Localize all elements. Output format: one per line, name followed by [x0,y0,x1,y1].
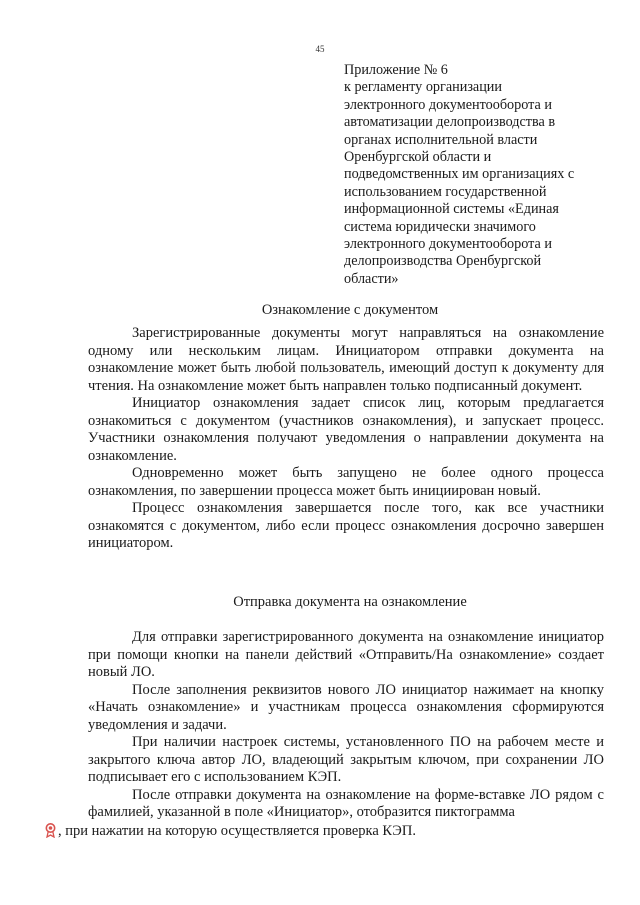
signature-seal-icon [44,822,57,838]
paragraph: При наличии настроек системы, установленного ПО на рабочем месте и закрытого ключа автор ЛО, владеющий закрытым ключом, при сохранении ЛО подписывает его с использованием КЭП. [88,734,604,785]
appendix-line: делопроизводства Оренбургской [344,253,542,270]
appendix-line: области» [344,270,399,287]
appendix-line: электронного документооборота и [344,236,552,253]
appendix-header [344,62,606,288]
paragraph: Одновременно может быть запущено не более одного процесса ознакомления, по завершении процесса может быть инициирован новый. [88,465,604,499]
paragraph-continuation [58,822,604,841]
appendix-line: к регламенту организации [344,79,502,96]
paragraph: Инициатор ознакомления задает список лиц, которым предлагается ознакомиться с документом (участников ознакомления), и запускает процесс. Участники ознакомления получают уведомления о направлении документа на ознакомление. [88,395,604,464]
appendix-line: электронного документооборота и [344,96,552,113]
section-2-body [58,629,604,840]
paragraph: Для отправки зарегистрированного документа на ознакомление инициатор при помощи кнопки на панели действий «Отправить/На ознакомление» создает новый ЛО. [88,629,604,680]
page-number: 45 [315,44,325,54]
appendix-line: использованием государственной [344,183,547,200]
appendix-line: система юридически значимого [344,218,536,235]
appendix-line: автоматизации делопроизводства в [344,114,556,131]
section-heading: Отправка документа на ознакомление [233,594,467,610]
paragraph: Процесс ознакомления завершается после того, как все участники ознакомятся с документом, либо если процесс ознакомления досрочно завершен инициатором. [88,500,604,551]
paragraph: Зарегистрированные документы могут направляться на ознакомление одному или нескольким лицам. Инициатором отправки документа на ознакомление может быть любой пользователь, имеющий доступ к документу для чтения. На ознакомление может быть направлен только подписанный документ. [88,325,604,394]
section-1-body [88,325,604,553]
paragraph: После заполнения реквизитов нового ЛО инициатор нажимает на кнопку «Начать ознакомление» и участникам процесса ознакомления сформируются уведомления и задачи. [88,681,604,733]
appendix-line: Оренбургской области и [344,149,492,166]
section-heading: Ознакомление с документом [261,302,439,318]
appendix-line: подведомственных им организациях с [344,166,575,183]
icon-trailing-text: , при нажатии на которую осуществляется проверка КЭП. [58,822,416,839]
appendix-line: Приложение № 6 [344,62,448,78]
appendix-line: информационной системы «Единая [344,201,559,218]
paragraph: После отправки документа на ознакомление на форме-вставке ЛО рядом с фамилией, указанной в поле «Инициатор», отобразится пиктограмма [88,786,604,820]
appendix-line: органах исполнительной власти [344,131,538,148]
